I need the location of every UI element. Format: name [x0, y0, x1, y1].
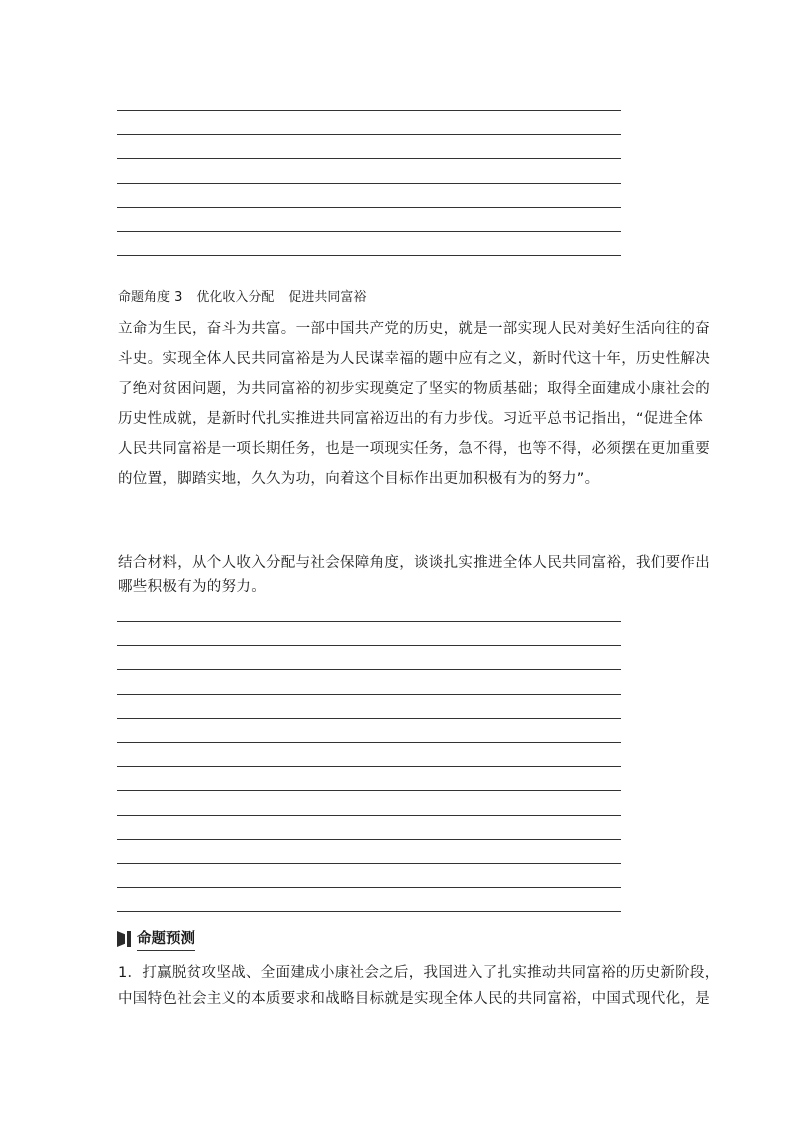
- prediction-paragraph: [118, 960, 720, 1012]
- question-line: 结合材料，从个人收入分配与社会保障角度，谈谈扎实推进全体人民共同富裕，我们要作出: [118, 555, 710, 571]
- answer-line: [117, 766, 621, 767]
- answer-line: [117, 255, 621, 256]
- answer-line: [117, 231, 621, 232]
- answer-line: [117, 863, 621, 864]
- prediction-section-title: [117, 928, 195, 950]
- answer-line: [117, 645, 621, 646]
- answer-line: [117, 839, 621, 840]
- material-line: 斗史。实现全体人民共同富裕是为人民谋幸福的题中应有之义，新时代这十年，历史性解决: [118, 351, 710, 367]
- question-line: 哪些积极有为的努力。: [118, 579, 266, 595]
- answer-line: [117, 887, 621, 888]
- section-marker-icon: [117, 931, 125, 947]
- heading-prefix: 命题角度 3: [118, 290, 183, 305]
- heading-topic: 优化收入分配: [196, 290, 275, 305]
- material-line: 的位置，脚踏实地，久久为功，向着这个目标作出更加积极有为的努力”。: [118, 471, 600, 487]
- prediction-line: 中国特色社会主义的本质要求和战略目标就是实现全体人民的共同富裕，中国式现代化，是: [118, 991, 710, 1007]
- answer-line: [117, 207, 621, 208]
- answer-line: [117, 911, 621, 912]
- material-line: 人民共同富裕是一项长期任务，也是一项现实任务，急不得，也等不得，必须摆在更加重要: [118, 441, 710, 457]
- answer-line: [117, 183, 621, 184]
- prediction-title-label: 命题预测: [137, 927, 195, 951]
- material-line: 了绝对贫困问题，为共同富裕的初步实现奠定了坚实的物质基础；取得全面建成小康社会的: [118, 381, 710, 397]
- question-text: [118, 551, 710, 599]
- answer-line: [117, 110, 621, 111]
- answer-line: [117, 718, 621, 719]
- prediction-line: 1．打赢脱贫攻坚战、全面建成小康社会之后，我国进入了扎实推动共同富裕的历史新阶段，: [118, 965, 720, 981]
- section-bar-icon: [127, 931, 131, 947]
- material-line: 立命为生民，奋斗为共富。一部中国共产党的历史，就是一部实现人民对美好生活向往的奋: [118, 321, 710, 337]
- material-line: 历史性成就，是新时代扎实推进共同富裕迈出的有力步伐。习近平总书记指出，“促进全体: [118, 411, 704, 427]
- answer-line: [117, 694, 621, 695]
- section-heading: [118, 289, 366, 307]
- answer-line: [117, 621, 621, 622]
- answer-line: [117, 158, 621, 159]
- answer-line: [117, 669, 621, 670]
- answer-line: [117, 790, 621, 791]
- answer-line: [117, 815, 621, 816]
- answer-line: [117, 742, 621, 743]
- material-paragraph: [118, 314, 710, 494]
- answer-line: [117, 134, 621, 135]
- heading-topic-2: 促进共同富裕: [288, 290, 367, 305]
